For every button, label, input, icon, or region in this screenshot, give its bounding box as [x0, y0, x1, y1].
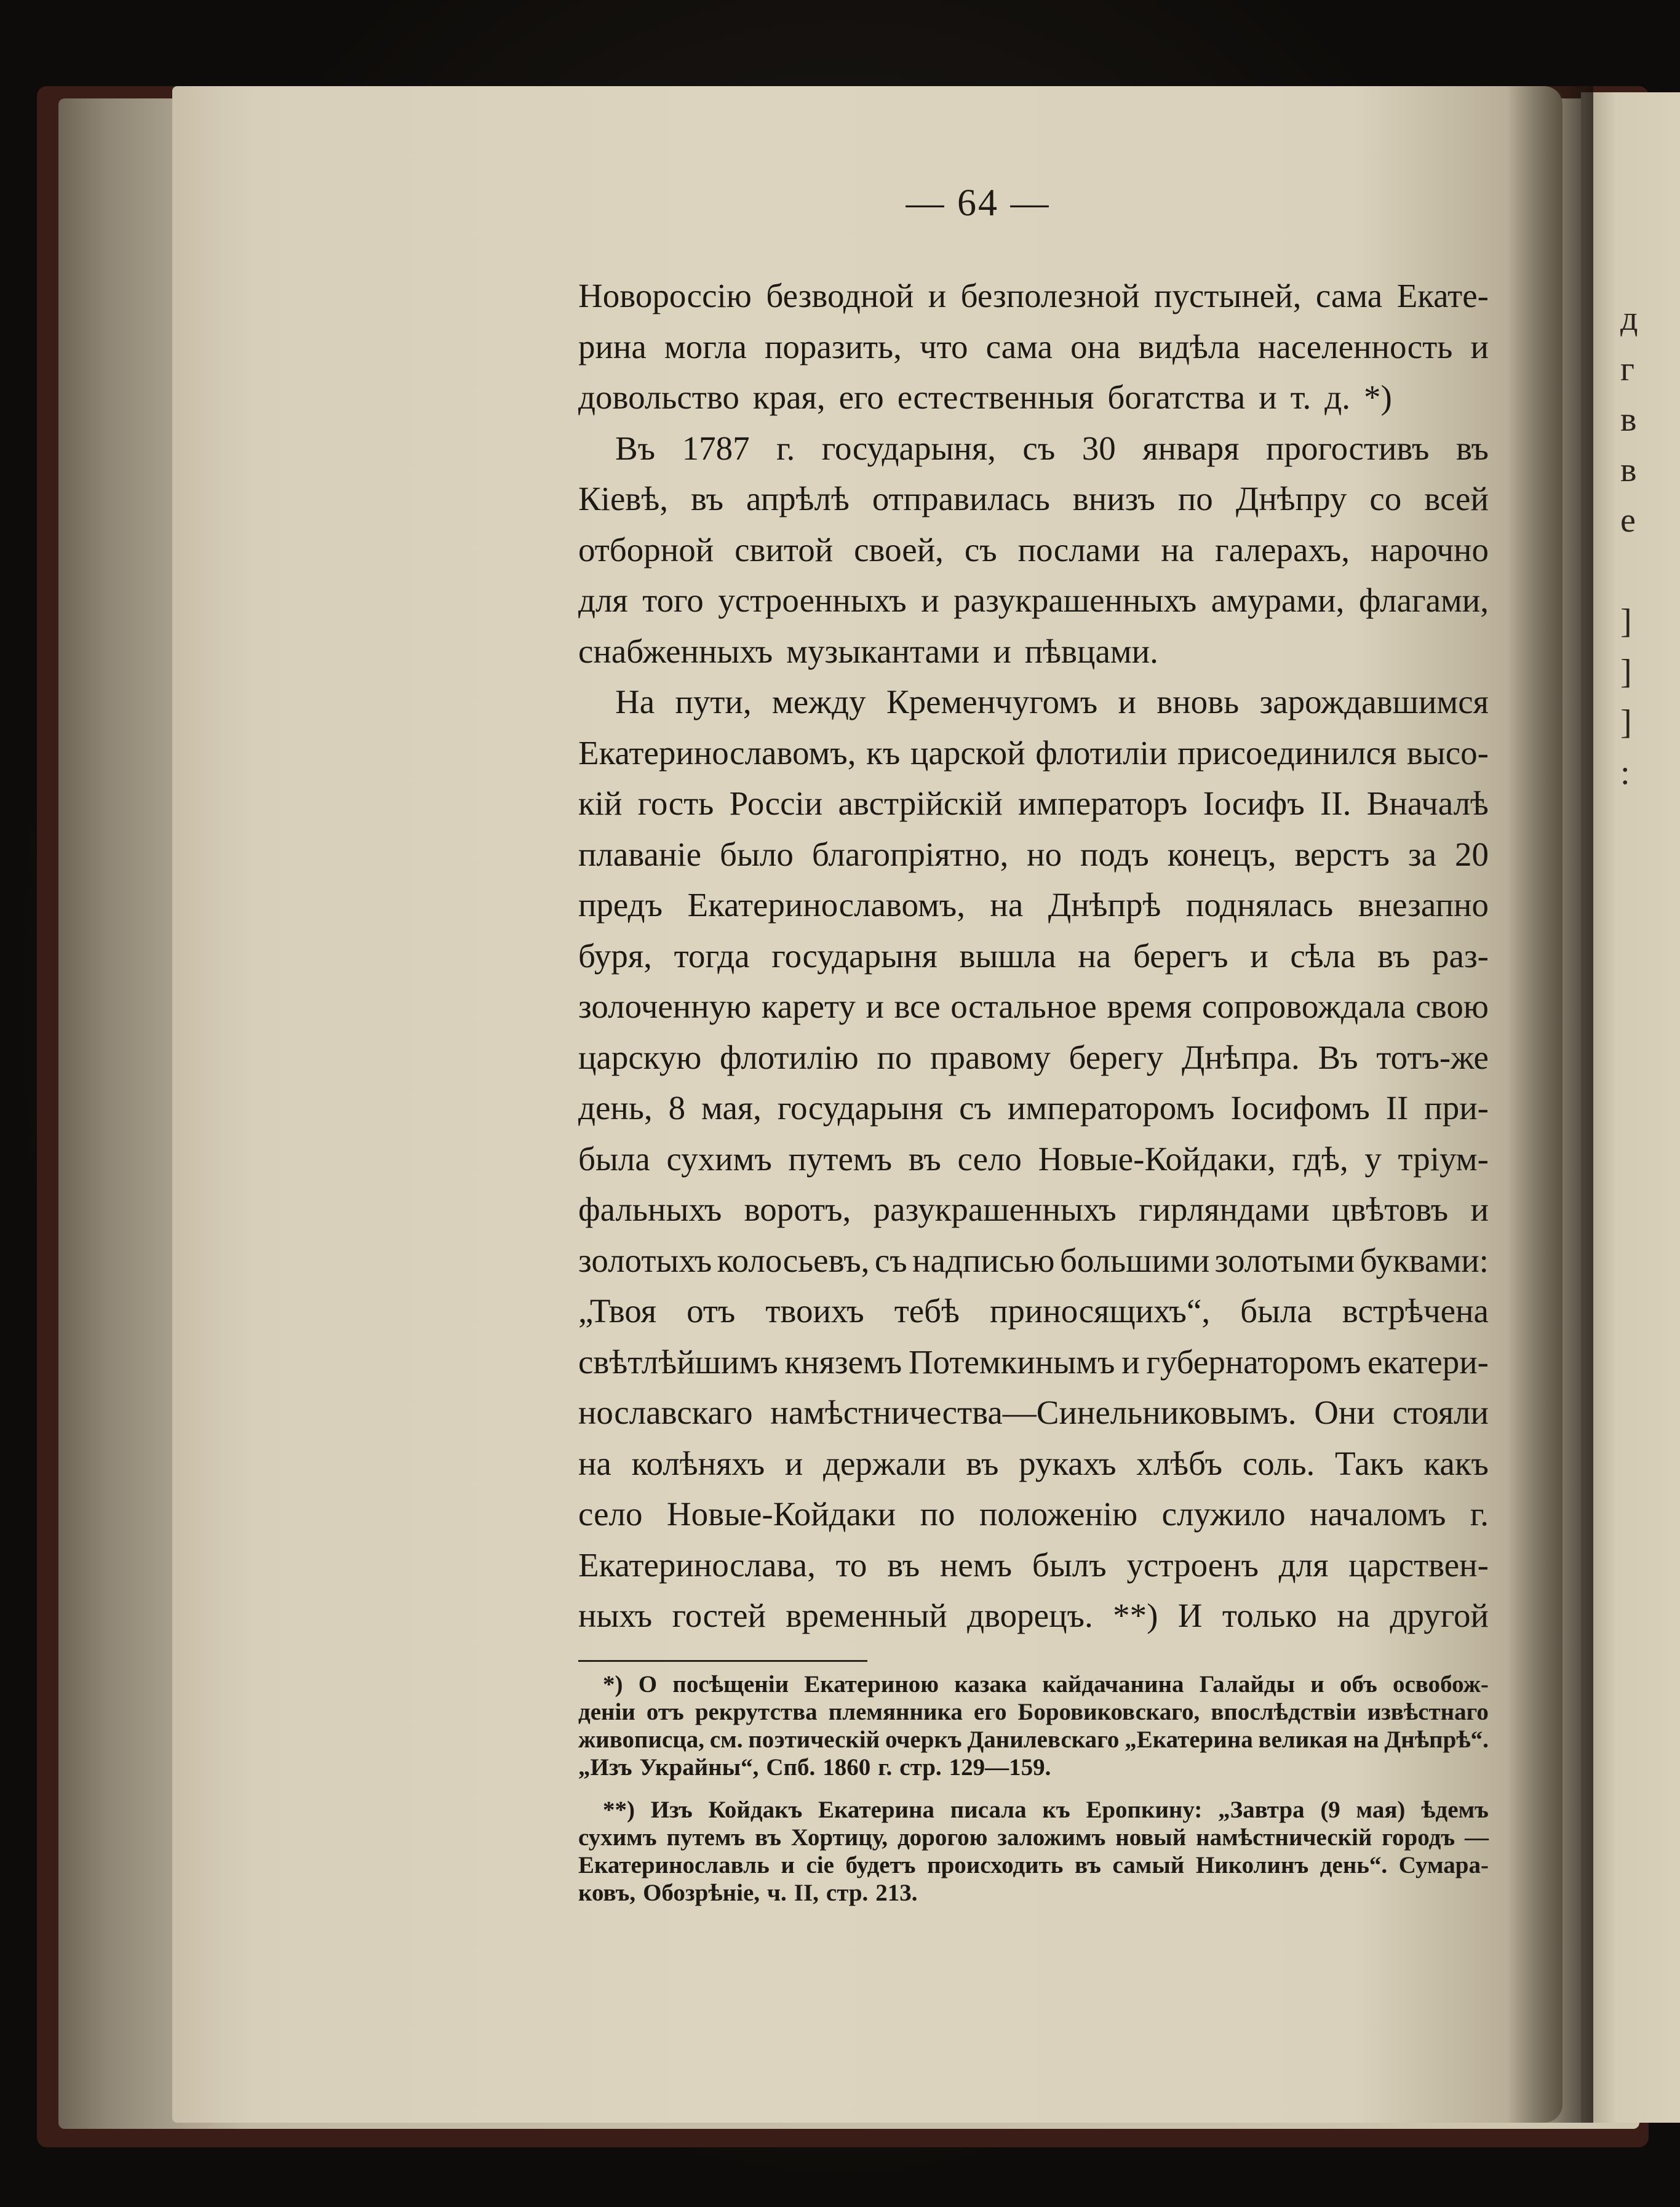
- text-line: ныхъ гостей временный дворецъ. **) И только на другой: [578, 1597, 1489, 1634]
- right-page-fragment: в: [1620, 401, 1637, 439]
- text-line: „Твоя отъ твоихъ тебѣ приносящихъ“, была встрѣчена: [578, 1292, 1489, 1330]
- text-line: кій гость Россіи австрійскій императоръ Іосифъ II. Вначалѣ: [578, 784, 1489, 822]
- text-line: На пути, между Кременчугомъ и вновь зарождавшимся: [615, 683, 1489, 720]
- text-line: золотыхъ колосьевъ, съ надписью большими золотыми буквами:: [578, 1241, 1489, 1279]
- right-page-fragment: ]: [1620, 703, 1632, 741]
- footnote-rule: [578, 1660, 867, 1662]
- text-line: золоченную карету и все остальное время сопровождала свою: [578, 988, 1489, 1025]
- text-line: для того устроенныхъ и разукрашенныхъ амурами, флагами,: [578, 581, 1489, 619]
- page-number: — 64 —: [906, 182, 1051, 224]
- text-line: Въ 1787 г. государыня, съ 30 января прогостивъ въ: [615, 429, 1489, 467]
- text-line: плаваніе было благопріятно, но подъ конецъ, верстъ за 20: [578, 835, 1489, 873]
- text-line: нославскаго намѣстничества—Синельниковымъ. Они стояли: [578, 1394, 1489, 1431]
- text-line: довольство края, его естественныя богатства и т. д. *): [578, 378, 1392, 416]
- footnote-line: ковъ, Обозрѣніе, ч. II, стр. 213.: [578, 1880, 918, 1906]
- right-page-fragment: ]: [1620, 653, 1632, 691]
- text-line: буря, тогда государыня вышла на берегъ и сѣла въ раз-: [578, 936, 1489, 975]
- text-line: Кіевѣ, въ апрѣлѣ отправилась внизъ по Днѣпру со всей: [578, 480, 1489, 517]
- text-line: царскую флотилію по правому берегу Днѣпра. Въ тотъ-же: [578, 1038, 1489, 1076]
- footnotes: [578, 1670, 1489, 1907]
- text-line: фальныхъ воротъ, разукрашенныхъ гирляндами цвѣтовъ и: [578, 1191, 1489, 1228]
- footnote-line: **) Изъ Койдакъ Екатерина писала къ Еропкину: „Завтра (9 мая) ѣдемъ: [603, 1797, 1489, 1823]
- right-page-fragment: ]: [1620, 602, 1632, 641]
- footnote-line: сухимъ путемъ въ Хортицу, дорогою заложимъ новый намѣстническій городъ —: [578, 1824, 1489, 1851]
- text-line: свѣтлѣйшимъ княземъ Потемкинымъ и губернаторомъ екатери-: [578, 1343, 1489, 1381]
- text-line: предъ Екатеринославомъ, на Днѣпрѣ поднялась внезапно: [578, 886, 1489, 924]
- book-gutter: [1507, 86, 1593, 2123]
- text-line: на колѣняхъ и держали въ рукахъ хлѣбъ соль. Такъ какъ: [578, 1444, 1489, 1482]
- text-line: снабженныхъ музыкантами и пѣвцами.: [578, 632, 1158, 670]
- footnote-line: деніи отъ рекрутства племянника его Боровиковскаго, впослѣдствіи извѣстнаго: [578, 1699, 1489, 1725]
- text-line: Новороссію безводной и безполезной пустыней, сама Екате-: [578, 277, 1489, 314]
- body-text: [578, 271, 1489, 1642]
- right-page: [1581, 92, 1680, 2123]
- right-page-fragment: :: [1620, 754, 1630, 792]
- text-line: была сухимъ путемъ въ село Новые-Койдаки, гдѣ, у тріум-: [578, 1139, 1489, 1178]
- right-page-fragment: в: [1620, 451, 1637, 489]
- footnote-line: *) О посѣщеніи Екатериною казака кайдачанина Галайды и объ освобож-: [603, 1671, 1489, 1698]
- footnote-line: живописца, см. поэтическій очеркъ Данилевскаго „Екатерина великая на Днѣпрѣ“.: [578, 1726, 1489, 1753]
- footnote-line: „Изъ Украйны“, Спб. 1860 г. стр. 129—159.: [578, 1754, 1051, 1781]
- text-line: день, 8 мая, государыня съ императоромъ Іосифомъ II при-: [578, 1089, 1489, 1127]
- right-page-fragment: д: [1620, 300, 1638, 338]
- text-line: село Новые-Койдаки по положенію служило началомъ г.: [578, 1495, 1489, 1533]
- text-line: отборной свитой своей, съ послами на галерахъ, нарочно: [578, 530, 1489, 569]
- right-page-fragment: г: [1620, 350, 1634, 388]
- text-line: Екатеринославомъ, къ царской флотиліи присоединился высо-: [578, 733, 1489, 772]
- text-line: Екатеринослава, то въ немъ былъ устроенъ для царствен-: [578, 1546, 1489, 1584]
- text-line: рина могла поразить, что сама она видѣла населенность и: [578, 327, 1489, 365]
- right-page-fragment: е: [1620, 501, 1636, 540]
- footnote-line: Екатеринославль и сіе будетъ происходить въ самый Николинъ день“. Сумара-: [578, 1852, 1489, 1878]
